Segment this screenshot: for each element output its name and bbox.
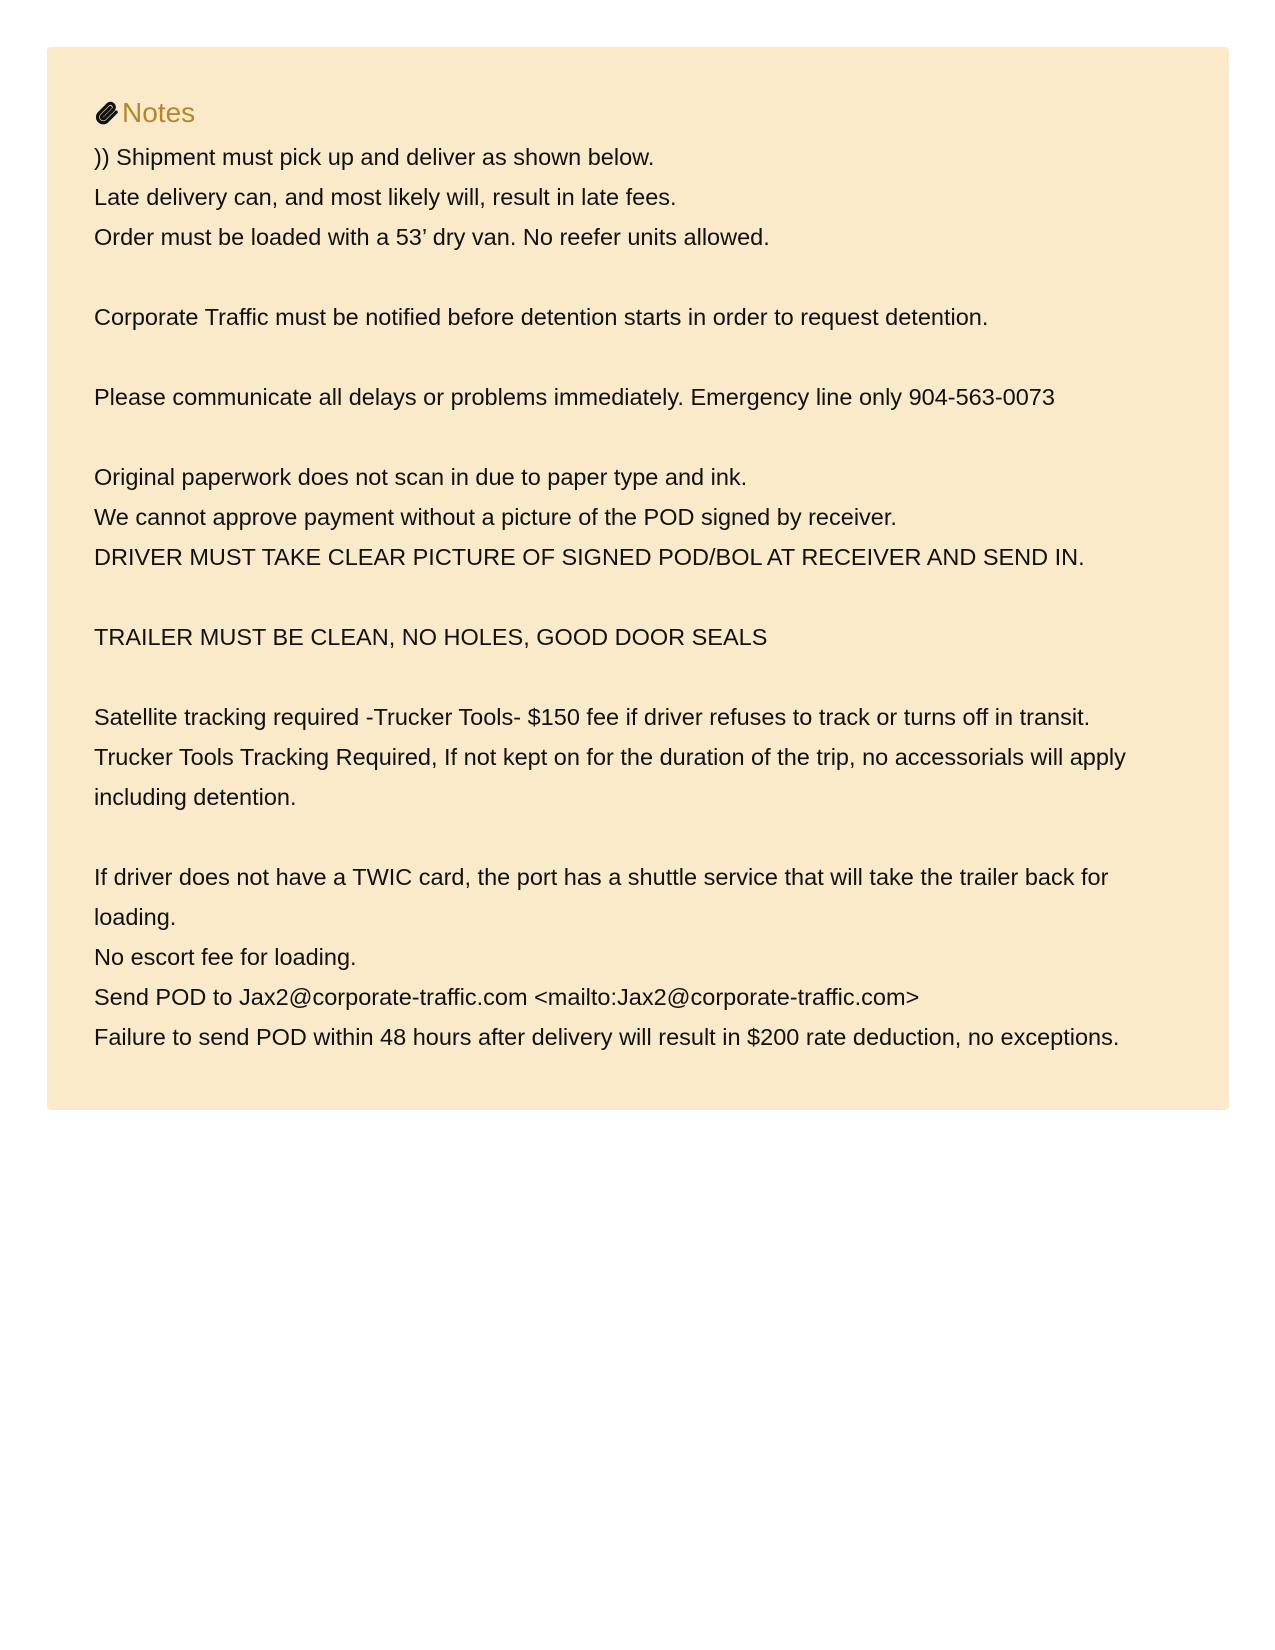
note-blank-line: [94, 417, 1182, 457]
note-line: Send POD to Jax2@corporate-traffic.com <mailto:Jax2@corporate-traffic.com>: [94, 984, 920, 1010]
notes-title: Notes: [122, 97, 196, 128]
note-line: Original paperwork does not scan in due to paper type and ink.: [94, 464, 748, 490]
note-line: loading.: [94, 904, 177, 930]
note-blank-line: [94, 817, 1182, 857]
note-line: including detention.: [94, 784, 297, 810]
note-blank-line: [94, 577, 1182, 617]
note-line: If driver does not have a TWIC card, the port has a shuttle service that will take the trailer back for: [94, 864, 1109, 890]
note-blank-line: [94, 337, 1182, 377]
note-line: Trucker Tools Tracking Required, If not kept on for the duration of the trip, no accessorials will apply: [94, 744, 1126, 770]
note-line: Late delivery can, and most likely will, result in late fees.: [94, 184, 677, 210]
note-line: Order must be loaded with a 53’ dry van. No reefer units allowed.: [94, 224, 770, 250]
note-line: DRIVER MUST TAKE CLEAR PICTURE OF SIGNED POD/BOL AT RECEIVER AND SEND IN.: [94, 544, 1085, 570]
paperclip-icon: [94, 100, 120, 126]
note-line: Satellite tracking required -Trucker Tools- $150 fee if driver refuses to track or turns off in transit.: [94, 704, 1091, 730]
note-line: )) Shipment must pick up and deliver as shown below.: [94, 144, 655, 170]
note-line: Corporate Traffic must be notified before detention starts in order to request detention.: [94, 304, 989, 330]
notes-header: [94, 95, 1182, 131]
note-line: No escort fee for loading.: [94, 944, 357, 970]
notes-panel: [47, 47, 1229, 1110]
note-line: TRAILER MUST BE CLEAN, NO HOLES, GOOD DOOR SEALS: [94, 624, 768, 650]
note-blank-line: [94, 257, 1182, 297]
notes-lines: [94, 137, 1182, 1057]
note-blank-line: [94, 657, 1182, 697]
note-line: Please communicate all delays or problems immediately. Emergency line only 904-563-0073: [94, 384, 1055, 410]
note-line: We cannot approve payment without a picture of the POD signed by receiver.: [94, 504, 897, 530]
note-line: Failure to send POD within 48 hours after delivery will result in $200 rate deduction, no exceptions.: [94, 1024, 1120, 1050]
